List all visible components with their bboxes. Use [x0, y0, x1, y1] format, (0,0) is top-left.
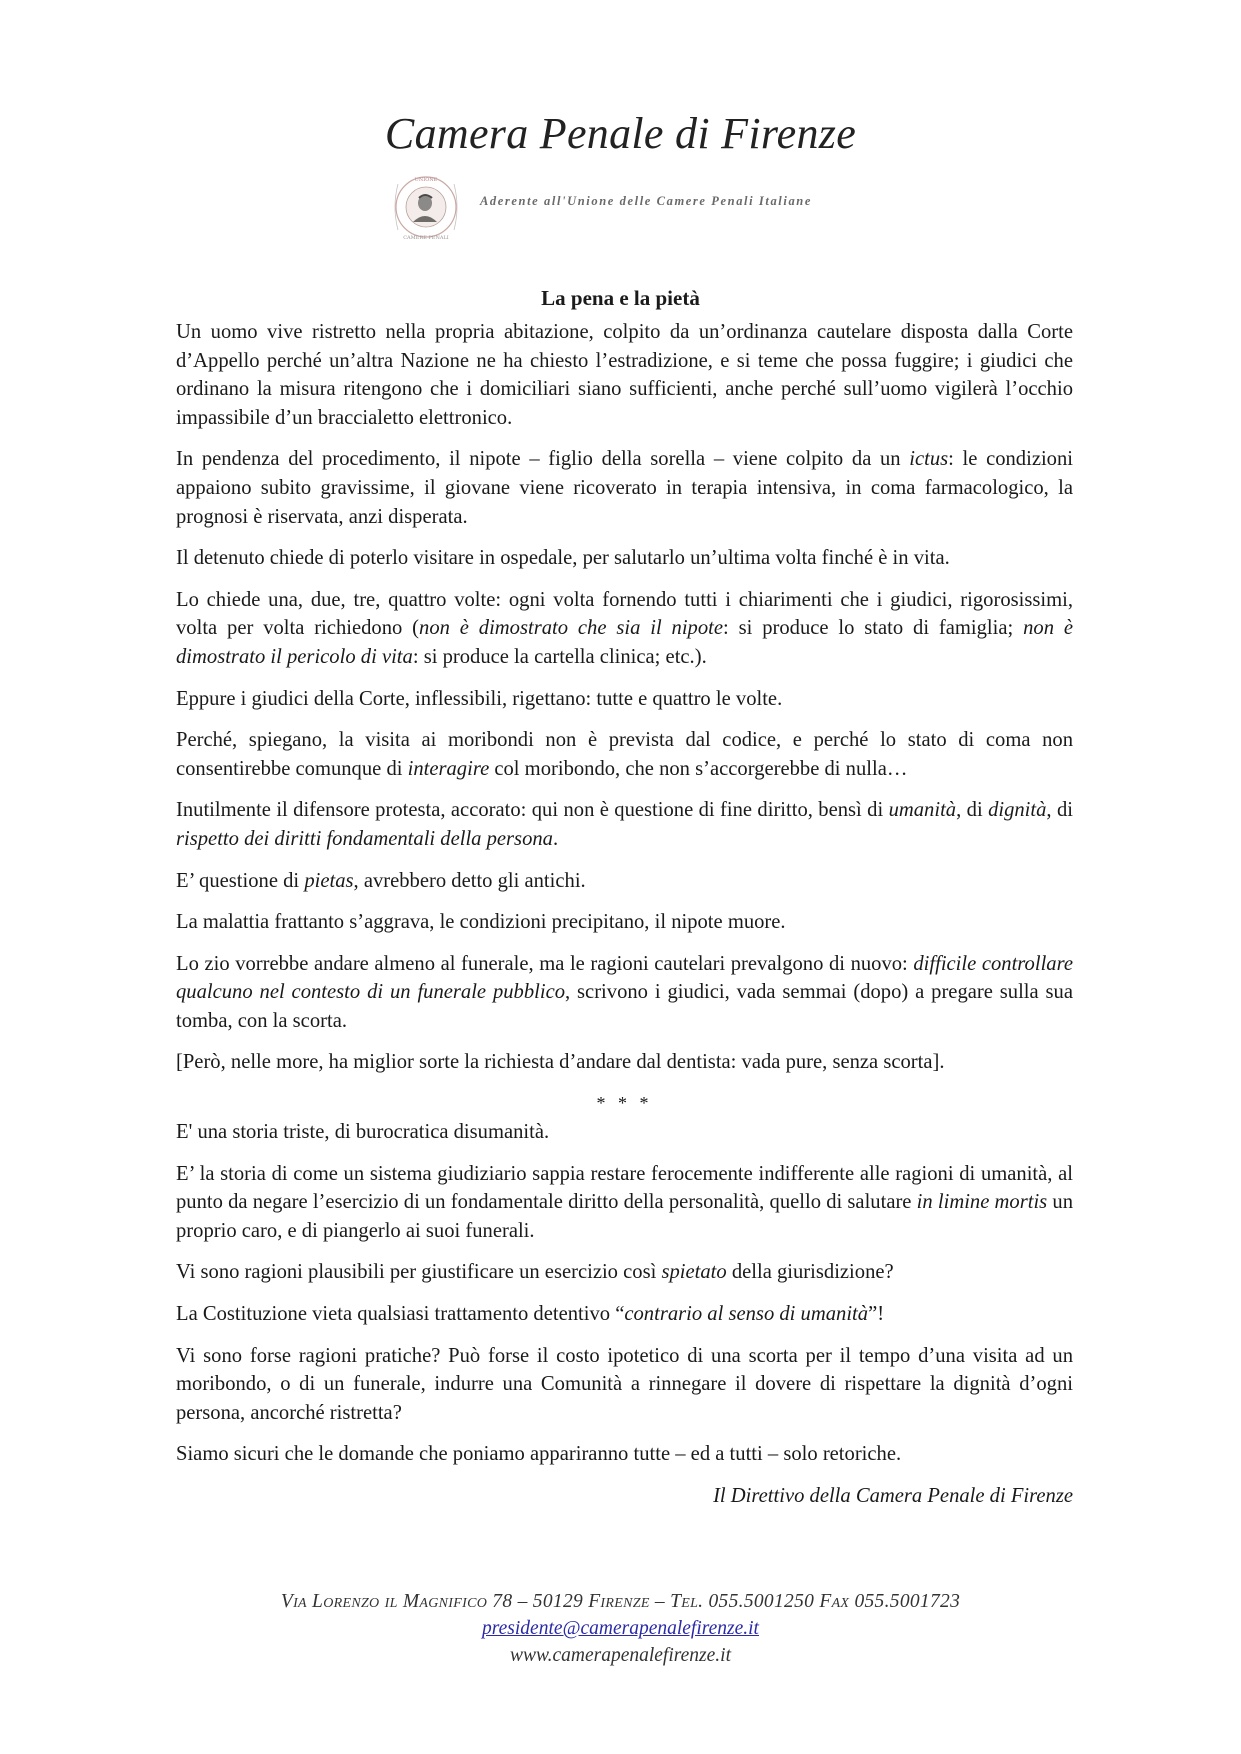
italic-text: in limine mortis [916, 1191, 1048, 1214]
paragraph [176, 950, 1073, 1036]
italic-text: umanità [888, 799, 957, 822]
text-run: , di [1046, 799, 1073, 822]
italic-text: pietas [304, 869, 354, 892]
paragraphs-after-separator [176, 1118, 1073, 1469]
paragraph [176, 1440, 1073, 1469]
text-run: Lo zio vorrebbe andare almeno al funerale, ma le ragioni cautelari prevalgono di nuovo: [176, 952, 914, 975]
paragraph [176, 726, 1073, 783]
text-run: La malattia frattanto s’aggrava, le condizioni precipitano, il nipote muore. [176, 911, 786, 934]
paragraph [176, 908, 1073, 937]
section-separator: * * * [596, 1093, 653, 1114]
paragraph [176, 544, 1073, 573]
paragraph [176, 1258, 1073, 1287]
signature: Il Direttivo della Camera Penale di Firenze [713, 1485, 1073, 1507]
paragraph [176, 1118, 1073, 1147]
italic-text: interagire [407, 757, 490, 780]
italic-text: contrario al senso di umanità [624, 1303, 869, 1326]
text-run: La Costituzione vieta qualsiasi trattamento detentivo “ [176, 1303, 625, 1326]
paragraph [176, 867, 1073, 896]
paragraph [176, 1048, 1073, 1077]
svg-text:CAMERE PENALI: CAMERE PENALI [403, 235, 449, 241]
footer [0, 1588, 1241, 1669]
paragraph [176, 796, 1073, 853]
article-title: La pena e la pietà [541, 286, 700, 310]
paragraph [176, 318, 1073, 432]
paragraph [176, 1342, 1073, 1428]
text-run: ”! [868, 1303, 885, 1326]
svg-text:UNIONE: UNIONE [414, 177, 438, 183]
article-body [176, 318, 1073, 1524]
text-run: col moribondo, che non s’accorgerebbe di nulla… [489, 757, 908, 780]
text-run: In pendenza del procedimento, il nipote – figlio della sorella – viene colpito da un [176, 448, 910, 471]
italic-text: spietato [661, 1261, 727, 1284]
paragraphs-before-separator [176, 318, 1073, 1077]
footer-email-link[interactable]: presidente@camerapenalefirenze.it [482, 1618, 759, 1639]
text-run: Lo chiede una, due, tre, quattro volte: ogni volta fornendo tutti i chiarimenti che i giudici, rigorosissimi, volta per volta richiedono ( [176, 588, 1073, 640]
text-run: . [552, 827, 559, 850]
paragraph [176, 586, 1073, 672]
footer-website[interactable]: www.camerapenalefirenze.it [510, 1645, 731, 1666]
text-run: : si produce la cartella clinica; etc.). [412, 645, 707, 668]
seal-logo [388, 172, 472, 242]
text-run: della giurisdizione? [726, 1261, 894, 1284]
italic-text: non è dimostrato il pericolo di vita [176, 617, 1074, 668]
paragraph [176, 1300, 1073, 1329]
text-run: : si produce lo stato di famiglia; [723, 617, 1024, 640]
italic-text: ictus [909, 448, 949, 471]
text-run: Perché, spiegano, la visita ai moribondi non è prevista dal codice, e perché lo stato di coma non consentirebbe comunque di [176, 729, 1073, 780]
text-run: Il detenuto chiede di poterlo visitare in ospedale, per salutarlo un’ultima volta finché è in vita. [176, 547, 950, 570]
text-run: Vi sono forse ragioni pratiche? Può forse il costo ipotetico di una scorta per il tempo d’una visita ad un moribondo, o di un funerale, indurre una Comunità a rinnegare il dovere di rispettare la dignità d’ogni persona, ancorché ristretta? [176, 1344, 1073, 1424]
footer-address: Via Lorenzo il Magnifico 78 – 50129 Firenze – Tel. 055.5001250 Fax 055.5001723 [280, 1591, 961, 1612]
italic-text: difficile controllare qualcuno nel contesto di un funerale pubblico [176, 952, 1073, 1004]
text-run: , scrivono i giudici, vada semmai (dopo) a pregare sulla sua tomba, con la scorta. [176, 981, 1073, 1032]
text-run: Vi sono ragioni plausibili per giustificare un esercizio così [176, 1261, 662, 1284]
paragraph [176, 685, 1073, 714]
italic-text: dignità [988, 799, 1047, 822]
affiliation-text: Aderente all'Unione delle Camere Penali Italiane [480, 194, 812, 208]
text-run: [Però, nelle more, ha miglior sorte la richiesta d’andare dal dentista: vada pure, senza scorta]. [176, 1051, 945, 1074]
text-run: E’ questione di [176, 869, 305, 892]
text-run: , avrebbero detto gli antichi. [353, 869, 586, 892]
paragraph [176, 1160, 1073, 1246]
text-run: : le condizioni appaiono subito gravissime, il giovane viene ricoverato in terapia intensiva, in coma farmacologico, la prognosi è riservata, anzi disperata. [176, 448, 1073, 528]
text-run: un proprio caro, e di piangerlo ai suoi funerali. [176, 1191, 1073, 1242]
text-run: E' una storia triste, di burocratica disumanità. [176, 1121, 550, 1144]
italic-text: rispetto dei diritti fondamentali della persona [176, 827, 553, 850]
text-run: Inutilmente il difensore protesta, accorato: qui non è questione di fine diritto, bensì di [176, 799, 889, 822]
logo-row [388, 172, 888, 242]
italic-text: non è dimostrato che sia il nipote [419, 617, 724, 640]
text-run: Un uomo vive ristretto nella propria abitazione, colpito da un’ordinanza cautelare disposta dalla Corte d’Appello perché un’altra Nazione ne ha chiesto l’estradizione, e si teme che possa fuggire; i giudici che ordinano la misura ritengono che i domiciliari siano sufficienti, anche perché sull’uomo vigilerà l’occhio impassibile d’un braccialetto elettronico. [176, 321, 1073, 429]
organization-title: Camera Penale di Firenze [384, 109, 857, 158]
text-run: Eppure i giudici della Corte, inflessibili, rigettano: tutte e quattro le volte. [176, 687, 783, 710]
text-run: , di [956, 799, 989, 822]
paragraph [176, 445, 1073, 531]
text-run: Siamo sicuri che le domande che poniamo appariranno tutte – ed a tutti – solo retoriche. [176, 1443, 902, 1466]
text-run: E’ la storia di come un sistema giudiziario sappia restare ferocemente indifferente alle ragioni di umanità, al punto da negare l’esercizio di un fondamentale diritto della personalità, quello di salutare [176, 1162, 1073, 1214]
